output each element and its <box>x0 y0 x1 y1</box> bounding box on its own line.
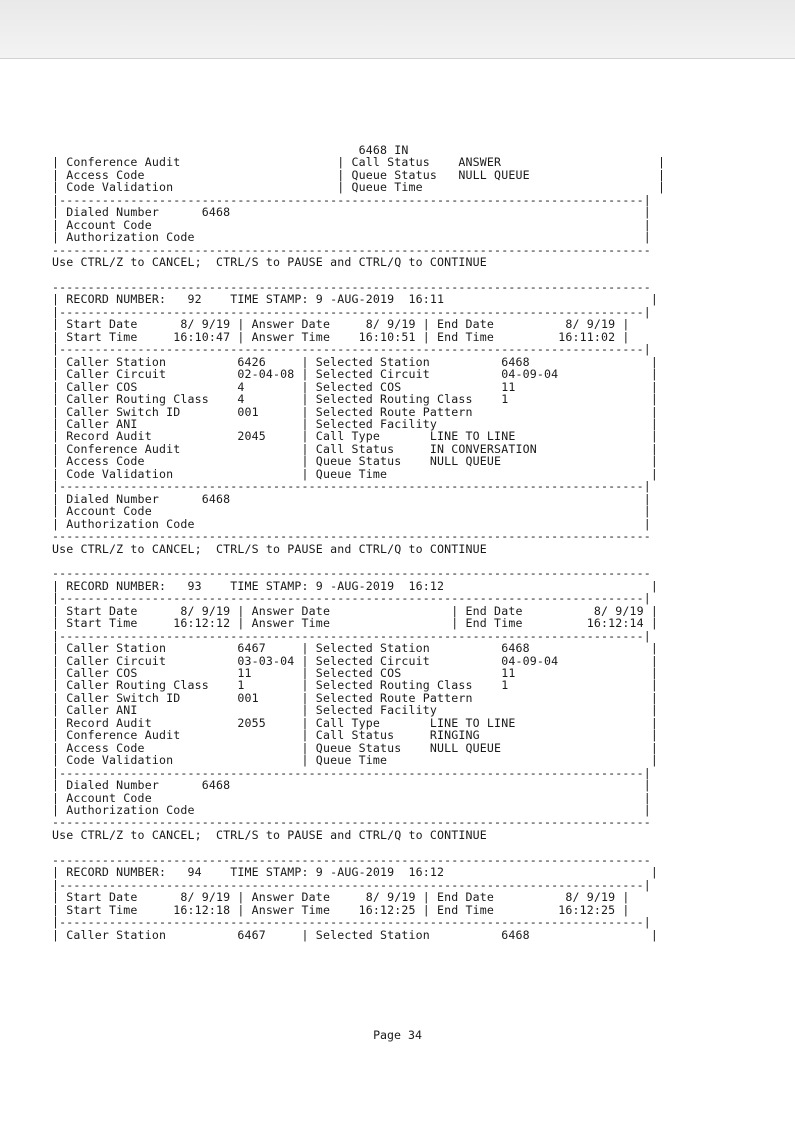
report-line: |----------------------------------------------------------------------------------| <box>52 915 651 930</box>
report-line: ------------------------------------------------------------------------------------ <box>52 852 651 867</box>
report-line: | Caller Routing Class 1 | Selected Routing Class 1 | <box>52 678 659 693</box>
report-line: | Caller ANI | Selected Facility | <box>52 703 659 718</box>
report-line: | Caller Circuit 02-04-08 | Selected Circuit 04-09-04 | <box>52 367 659 382</box>
report-line: ------------------------------------------------------------------------------------ <box>52 242 651 257</box>
report-line: | Code Validation | Queue Time | <box>52 180 666 195</box>
report-line: ------------------------------------------------------------------------------------ <box>52 529 651 544</box>
report-line: | Authorization Code | <box>52 803 651 818</box>
report-line: | Caller COS 11 | Selected COS 11 | <box>52 666 659 681</box>
report-line: | Account Code | <box>52 217 651 232</box>
report-line: 6468 IN <box>52 143 409 157</box>
report-line: |----------------------------------------------------------------------------------| <box>52 591 651 606</box>
report-line: ------------------------------------------------------------------------------------ <box>52 279 651 294</box>
report-line: | Start Date 8/ 9/19 | Answer Date | End Date 8/ 9/19 | <box>52 603 659 618</box>
page-number: Page 34 <box>373 1028 422 1042</box>
report-line: | Conference Audit | Call Status ANSWER | <box>52 155 666 170</box>
report-line: |----------------------------------------------------------------------------------| <box>52 765 651 780</box>
report-line: Use CTRL/Z to CANCEL; CTRL/S to PAUSE and CTRL/Q to CONTINUE <box>52 541 487 556</box>
report-line: | Caller Station 6467 | Selected Station 6468 | <box>52 641 659 656</box>
report-line: | Caller Circuit 03-03-04 | Selected Circuit 04-09-04 | <box>52 653 659 668</box>
report-line: | Start Time 16:12:18 | Answer Time 16:12:25 | End Time 16:12:25 | <box>52 902 630 917</box>
report-line: | Caller Switch ID 001 | Selected Route Pattern | <box>52 690 659 705</box>
report-line: |----------------------------------------------------------------------------------| <box>52 192 651 207</box>
report-line: | Access Code | Queue Status NULL QUEUE | <box>52 740 659 755</box>
report-line: | RECORD NUMBER: 93 TIME STAMP: 9 -AUG-2019 16:12 | <box>52 578 659 593</box>
report-line: ------------------------------------------------------------------------------------ <box>52 815 651 830</box>
report-line: | Authorization Code | <box>52 230 651 245</box>
report-line: |----------------------------------------------------------------------------------| <box>52 479 651 494</box>
report-line: |----------------------------------------------------------------------------------| <box>52 877 651 892</box>
report-line: | Dialed Number 6468 | <box>52 491 651 506</box>
report-line: ------------------------------------------------------------------------------------ <box>52 566 651 581</box>
report-line: | Authorization Code | <box>52 516 651 531</box>
call-detail-report <box>52 144 665 941</box>
report-line: | Caller Station 6426 | Selected Station 6468 | <box>52 354 659 369</box>
report-line: |----------------------------------------------------------------------------------| <box>52 304 651 319</box>
report-line: | Start Time 16:10:47 | Answer Time 16:10:51 | End Time 16:11:02 | <box>52 329 630 344</box>
report-line: |----------------------------------------------------------------------------------| <box>52 628 651 643</box>
report-line: | RECORD NUMBER: 92 TIME STAMP: 9 -AUG-2019 16:11 | <box>52 292 659 307</box>
report-line: | Account Code | <box>52 790 651 805</box>
report-line: |----------------------------------------------------------------------------------| <box>52 342 651 357</box>
report-line <box>52 841 665 853</box>
report-line: | RECORD NUMBER: 94 TIME STAMP: 9 -AUG-2019 16:12 | <box>52 865 659 880</box>
report-line: | Start Date 8/ 9/19 | Answer Date 8/ 9/19 | End Date 8/ 9/19 | <box>52 890 630 905</box>
report-line: | Caller COS 4 | Selected COS 11 | <box>52 379 659 394</box>
report-line: Use CTRL/Z to CANCEL; CTRL/S to PAUSE and CTRL/Q to CONTINUE <box>52 255 487 270</box>
report-line: | Caller ANI | Selected Facility | <box>52 416 659 431</box>
scanner-header-band <box>0 0 795 59</box>
report-line: | Access Code | Queue Status NULL QUEUE | <box>52 454 659 469</box>
report-line: | Caller Routing Class 4 | Selected Routing Class 1 | <box>52 392 659 407</box>
report-line: | Record Audit 2055 | Call Type LINE TO LINE | <box>52 715 659 730</box>
report-line: | Conference Audit | Call Status IN CONVERSATION | <box>52 441 659 456</box>
report-line: | Dialed Number 6468 | <box>52 205 651 220</box>
report-line: | Caller Station 6467 | Selected Station 6468 | <box>52 927 659 942</box>
report-line: | Code Validation | Queue Time | <box>52 466 659 481</box>
report-line: | Start Date 8/ 9/19 | Answer Date 8/ 9/19 | End Date 8/ 9/19 | <box>52 317 630 332</box>
report-line: Use CTRL/Z to CANCEL; CTRL/S to PAUSE and CTRL/Q to CONTINUE <box>52 827 487 842</box>
report-line: | Code Validation | Queue Time | <box>52 753 659 768</box>
report-line: | Conference Audit | Call Status RINGING | <box>52 728 659 743</box>
report-line: | Dialed Number 6468 | <box>52 778 651 793</box>
report-line: | Start Time 16:12:12 | Answer Time | End Time 16:12:14 | <box>52 616 659 631</box>
report-line: | Account Code | <box>52 504 651 519</box>
report-line: | Record Audit 2045 | Call Type LINE TO LINE | <box>52 429 659 444</box>
report-line: | Caller Switch ID 001 | Selected Route Pattern | <box>52 404 659 419</box>
report-line: | Access Code | Queue Status NULL QUEUE | <box>52 167 666 182</box>
